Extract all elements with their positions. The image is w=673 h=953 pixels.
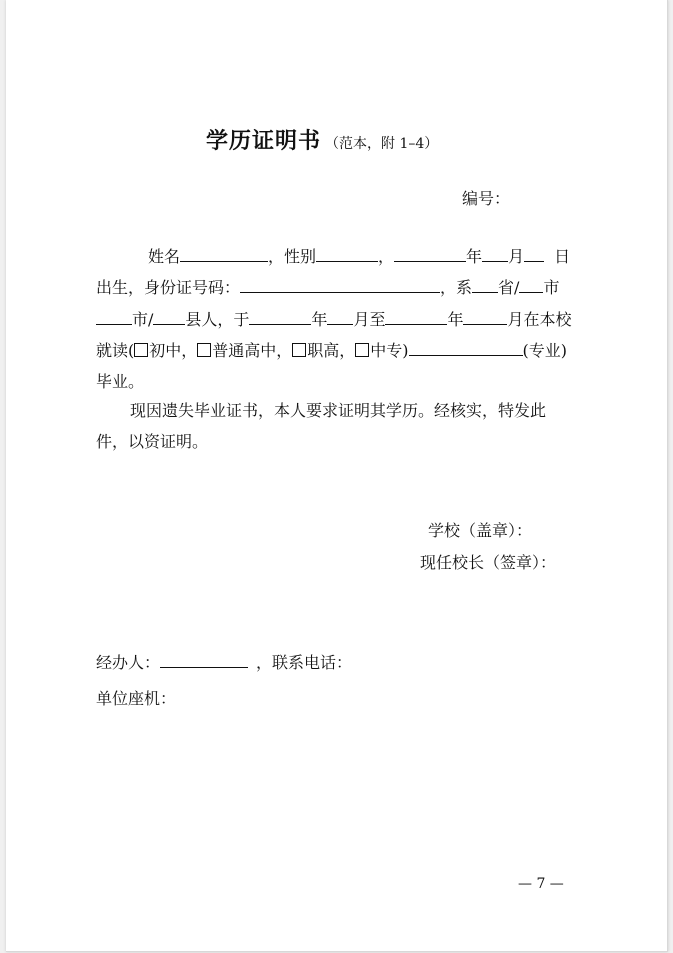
junior-high-label: 初中， xyxy=(149,341,198,360)
study-label: 就读( xyxy=(96,341,135,360)
senior-high-checkbox[interactable] xyxy=(197,343,211,357)
handler-blank[interactable] xyxy=(160,649,248,668)
vocational-high-checkbox[interactable] xyxy=(292,343,306,357)
id-number-blank[interactable] xyxy=(240,274,440,293)
born-id-label: 出生，身份证号码： xyxy=(96,278,241,297)
city-label: 市 xyxy=(543,278,560,297)
page-number: — 7 — xyxy=(518,876,564,892)
form-line-2 xyxy=(96,273,596,303)
document-title: 学历证明书 xyxy=(206,128,322,154)
at-school-label: 月在本校 xyxy=(507,310,572,329)
body-line-2 xyxy=(96,427,596,457)
city-blank[interactable] xyxy=(96,306,132,325)
handler-label: 经办人： xyxy=(96,653,161,672)
junior-high-checkbox[interactable] xyxy=(134,343,148,357)
technical-school-label: 中专) xyxy=(370,341,409,360)
body-text-1: 现因遗失毕业证书，本人要求证明其学历。经核实，特发此 xyxy=(130,401,547,420)
title-block xyxy=(206,124,438,155)
form-line-4 xyxy=(96,336,596,366)
body-line-1 xyxy=(96,396,596,426)
birth-year-blank[interactable] xyxy=(394,243,466,262)
technical-school-checkbox[interactable] xyxy=(355,343,369,357)
form-line-3 xyxy=(96,305,596,335)
end-year-blank[interactable] xyxy=(385,306,447,325)
major-label: (专业) xyxy=(522,341,568,360)
principal-sign-label: 现任校长（签章）： xyxy=(420,553,557,572)
start-month-blank[interactable] xyxy=(327,306,353,325)
form-line-1 xyxy=(96,242,596,272)
form-line-5 xyxy=(96,367,596,397)
province-city-blank[interactable] xyxy=(519,274,543,293)
department-blank[interactable] xyxy=(472,274,498,293)
landline-line xyxy=(96,684,596,714)
county-label: 县人，于 xyxy=(185,310,250,329)
county-blank[interactable] xyxy=(153,306,185,325)
department-label: ，系 xyxy=(440,278,473,297)
birth-day-label: 日 xyxy=(554,247,571,266)
body-text-2: 件，以资证明。 xyxy=(96,432,209,451)
birth-month-label: 月 xyxy=(508,247,525,266)
senior-high-label: 普通高中， xyxy=(212,341,293,360)
gender-blank[interactable] xyxy=(316,243,378,262)
vocational-high-label: 职高， xyxy=(307,341,356,360)
birth-year-label: 年 xyxy=(466,247,483,266)
start-year-label: 年 xyxy=(311,310,328,329)
comma-text: ， xyxy=(378,247,395,266)
phone-label: ，联系电话： xyxy=(256,653,353,672)
graduate-label: 毕业。 xyxy=(96,372,145,391)
birth-month-blank[interactable] xyxy=(482,243,508,262)
province-label: 省/ xyxy=(498,278,520,297)
landline-label: 单位座机： xyxy=(96,689,177,708)
end-month-blank[interactable] xyxy=(463,306,507,325)
document-page xyxy=(6,0,668,952)
birth-day-blank[interactable] xyxy=(524,243,544,262)
document-subtitle: （范本，附 1–4） xyxy=(325,136,439,152)
gender-label: ，性别 xyxy=(268,247,317,266)
city-slash-label: 市/ xyxy=(132,310,154,329)
start-year-blank[interactable] xyxy=(249,306,311,325)
handler-line xyxy=(96,648,596,678)
to-label: 月至 xyxy=(353,310,386,329)
school-seal-label: 学校（盖章）： xyxy=(428,521,533,540)
end-year-label: 年 xyxy=(447,310,464,329)
serial-number-label: 编号： xyxy=(462,189,511,208)
major-blank[interactable] xyxy=(409,337,523,356)
name-label: 姓名 xyxy=(148,247,181,266)
name-blank[interactable] xyxy=(180,243,268,262)
